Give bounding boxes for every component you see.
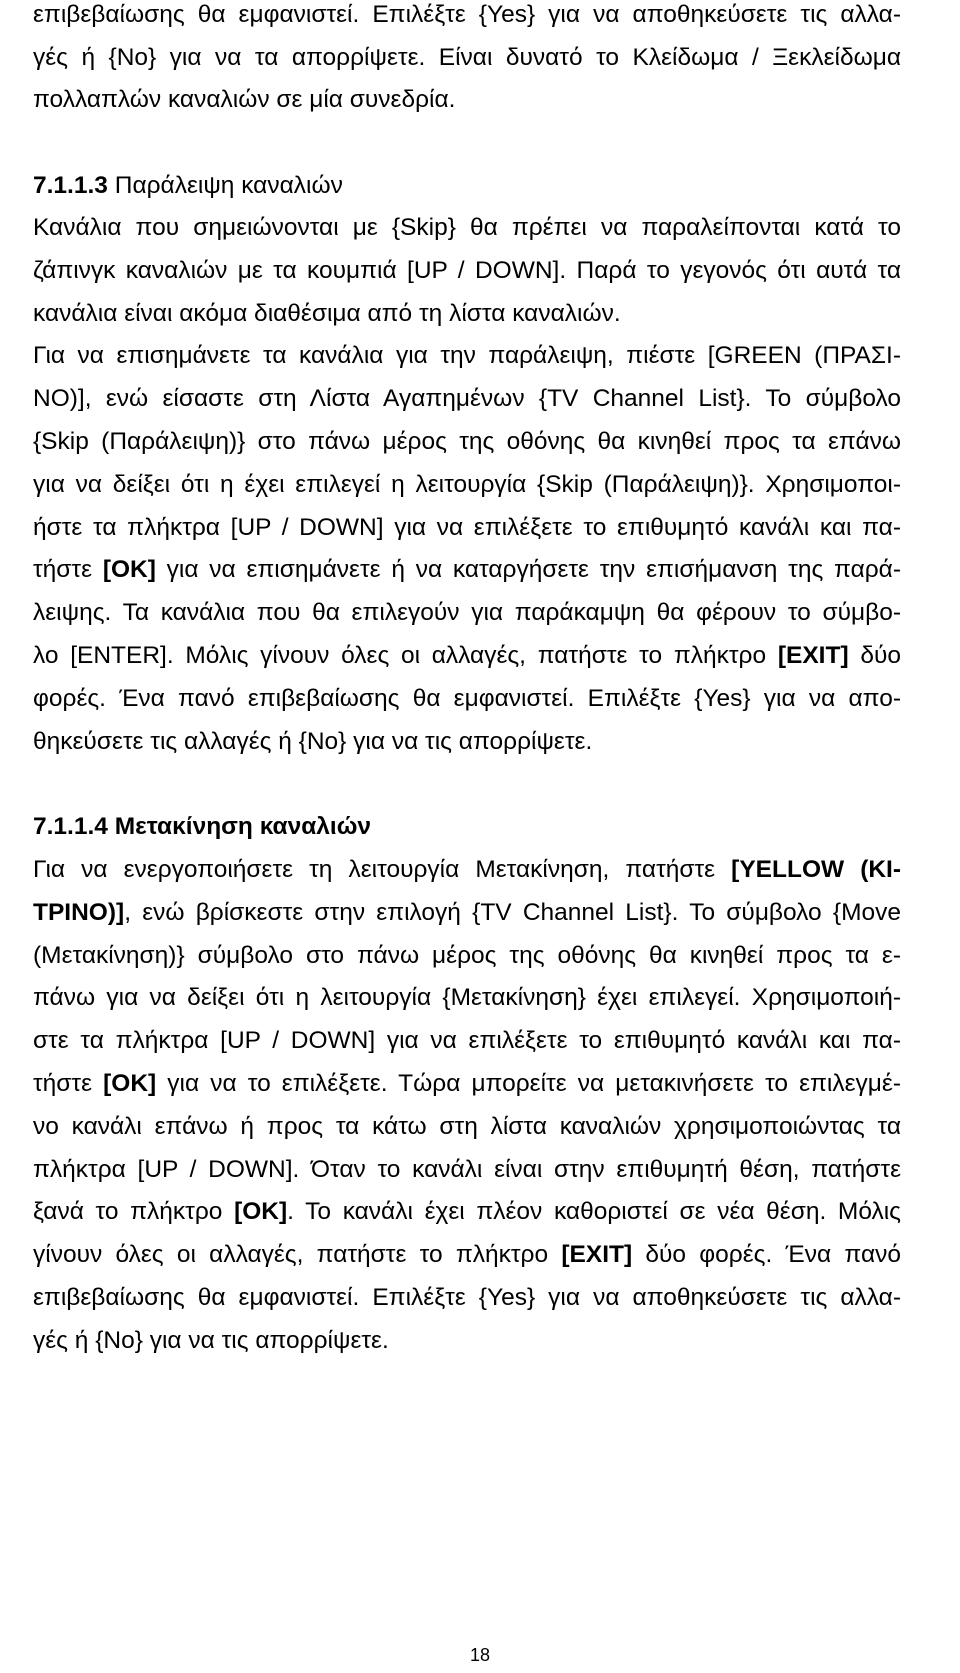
key-label: [EXIT] [777, 642, 849, 669]
text-line [33, 641, 901, 671]
text-line: νο κανάλι επάνω ή προς τα κάτω στη λίστα καναλιών χρησιμοποιώντας τα [33, 1113, 901, 1140]
text-line: Για να επισημάνετε τα κανάλια για την παράλειψη, πιέστε [GREEN (ΠΡΑΣΙ- [33, 342, 901, 369]
section-number: 7.1.1.4 [33, 813, 108, 840]
text-line [33, 1197, 901, 1227]
section-heading-skip [33, 171, 901, 201]
page-number: 18 [469, 1645, 491, 1665]
text-line: γές ή {No} για να τα απορρίψετε. Είναι δυνατό το Κλείδωμα / Ξεκλείδωμα [33, 44, 901, 71]
text-line: ζάπινγκ καναλιών με τα κουμπιά [UP / DOWN]. Παρά το γεγονός ότι αυτά τα [33, 257, 901, 284]
text-run: τήστε [33, 556, 103, 583]
text-line: κανάλια είναι ακόμα διαθέσιμα από τη λίστα καναλιών. [33, 300, 621, 327]
key-label: ΤΡΙΝΟ)] [33, 899, 125, 926]
text-line: πλήκτρα [UP / DOWN]. Όταν το κανάλι είναι στην επιθυμητή θέση, πατήστε [33, 1156, 901, 1183]
text-line: επιβεβαίωσης θα εμφανιστεί. Επιλέξτε {Yes} για να αποθηκεύσετε τις αλλα- [33, 1284, 901, 1311]
text-line: (Μετακίνηση)} σύμβολο στο πάνω μέρος της οθόνης θα κινηθεί προς τα ε- [33, 942, 901, 969]
text-line [33, 1240, 901, 1270]
text-line: επιβεβαίωσης θα εμφανιστεί. Επιλέξτε {Yes} για να αποθηκεύσετε τις αλλα- [33, 1, 901, 28]
section-number: 7.1.1.3 [33, 172, 108, 199]
key-label: [EXIT] [561, 1241, 633, 1268]
text-line: {Skip (Παράλειψη)} στο πάνω μέρος της οθόνης θα κινηθεί προς τα επάνω [33, 428, 901, 455]
text-run: , ενώ βρίσκεστε στην επιλογή {TV Channel List}. Το σύμβολο {Move [124, 899, 901, 926]
text-line: ΝΟ)], ενώ είσαστε στη Λίστα Αγαπημένων {TV Channel List}. Το σύμβολο [33, 385, 901, 412]
text-run: γίνουν όλες οι αλλαγές, πατήστε το πλήκτρο [33, 1241, 562, 1268]
text-line: πάνω για να δείξει ότι η λειτουργία {Μετακίνηση} έχει επιλεγεί. Χρησιμοποιή- [33, 984, 901, 1011]
key-label: [OK] [102, 556, 156, 583]
text-line [33, 1069, 901, 1099]
section-title: Μετακίνηση καναλιών [114, 813, 372, 840]
text-line: θηκεύσετε τις αλλαγές ή {No} για να τις απορρίψετε. [33, 728, 593, 755]
text-run: δύο [848, 642, 902, 669]
text-run: τήστε [33, 1070, 104, 1097]
text-line: για να δείξει ότι η έχει επιλεγεί η λειτουργία {Skip (Παράλειψη)}. Χρησιμοποι- [33, 471, 901, 498]
text-line: στε τα πλήκτρα [UP / DOWN] για να επιλέξετε το επιθυμητό κανάλι και πα- [33, 1027, 901, 1054]
key-label: [OK] [103, 1070, 157, 1097]
text-line: Κανάλια που σημειώνονται με {Skip} θα πρέπει να παραλείπονται κατά το [33, 214, 901, 241]
text-line: πολλαπλών καναλιών σε μία συνεδρία. [33, 86, 456, 113]
text-run: λο [ENTER]. Μόλις γίνουν όλες οι αλλαγές, πατήστε το πλήκτρο [33, 642, 778, 669]
text-run: για να το επιλέξετε. Τώρα μπορείτε να μετακινήσετε το επιλεγμέ- [156, 1070, 901, 1097]
key-label: [OK] [234, 1198, 288, 1225]
section-title: Παράλειψη καναλιών [114, 172, 343, 199]
text-line: γές ή {No} για να τις απορρίψετε. [33, 1327, 389, 1354]
text-line: λειψης. Τα κανάλια που θα επιλεγούν για παράκαμψη θα φέρουν το σύμβο- [33, 599, 901, 626]
text-line [33, 855, 901, 885]
text-run: Για να ενεργοποιήσετε τη λειτουργία Μετακίνηση, πατήστε [33, 856, 732, 883]
text-line: φορές. Ένα πανό επιβεβαίωσης θα εμφανιστεί. Επιλέξτε {Yes} για να απο- [33, 685, 901, 712]
text-line: ήστε τα πλήκτρα [UP / DOWN] για να επιλέξετε το επιθυμητό κανάλι και πα- [33, 514, 901, 541]
section-heading-move [33, 812, 901, 842]
text-run: . Το κανάλι έχει πλέον καθοριστεί σε νέα θέση. Μόλις [287, 1198, 901, 1225]
text-line [33, 898, 901, 928]
key-label: [YELLOW (ΚΙ- [731, 856, 902, 883]
text-run: δύο φορές. Ένα πανό [632, 1241, 901, 1268]
text-run: ξανά το πλήκτρο [33, 1198, 235, 1225]
text-run: για να επισημάνετε ή να καταργήσετε την επισήμανση της παρά- [155, 556, 902, 583]
text-line [33, 555, 901, 585]
